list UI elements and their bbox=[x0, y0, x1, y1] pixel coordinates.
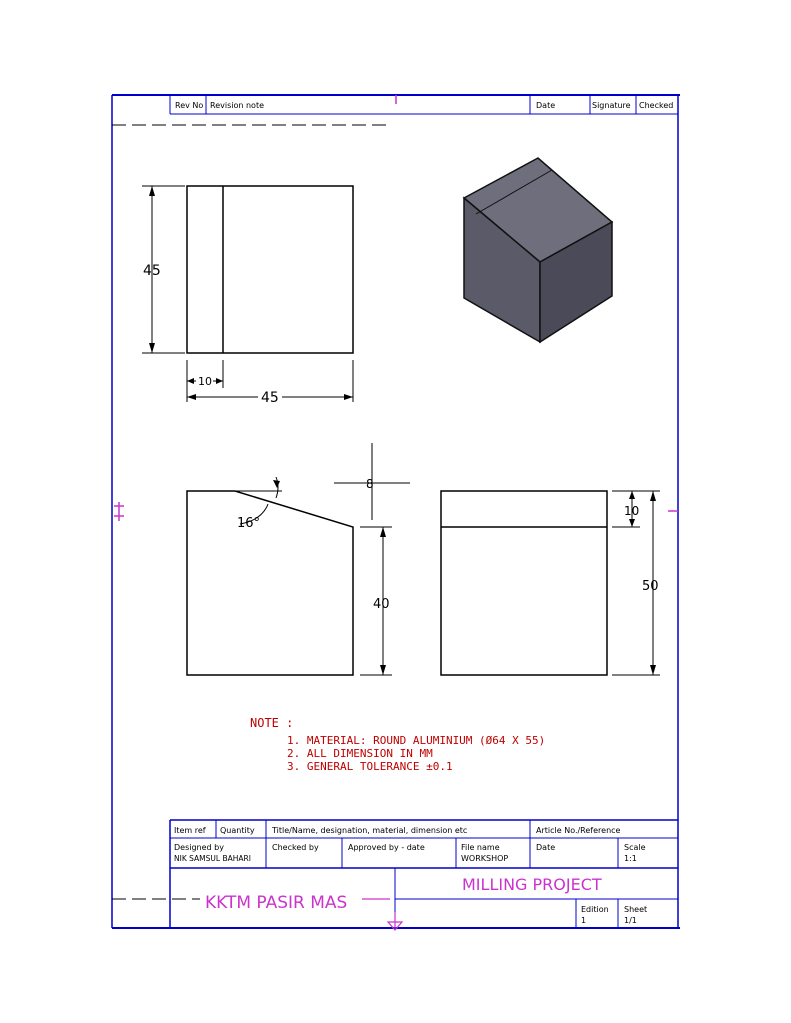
revision-note-label: Revision note bbox=[210, 101, 264, 110]
dim-front-angle: 16° bbox=[237, 516, 261, 531]
tb-project-title: MILLING PROJECT bbox=[462, 875, 602, 894]
notes bbox=[250, 716, 545, 773]
rev-date-label: Date bbox=[536, 101, 556, 110]
tb-institution: KKTM PASIR MAS bbox=[205, 893, 348, 913]
tb-title-desc: Title/Name, designation, material, dimension etc bbox=[272, 826, 468, 835]
tb-sheet-label: Sheet bbox=[624, 905, 648, 914]
tb-edition-value: 1 bbox=[581, 916, 587, 925]
tb-designed-by-label: Designed by bbox=[174, 843, 224, 852]
top-view bbox=[187, 186, 353, 353]
tb-article-no: Article No./Reference bbox=[536, 826, 621, 835]
rev-no-label: Rev No bbox=[175, 101, 204, 110]
rev-signature-label: Signature bbox=[592, 101, 631, 110]
top-view-dimensions bbox=[142, 186, 353, 402]
tb-file-name-label: File name bbox=[461, 843, 500, 852]
dim-side-height: 50 bbox=[642, 579, 659, 594]
front-view bbox=[187, 491, 353, 675]
front-view-dimensions bbox=[235, 443, 410, 675]
tb-item-ref: Item ref bbox=[174, 826, 206, 835]
revision-block bbox=[175, 101, 673, 110]
side-view bbox=[441, 491, 607, 675]
note-item-3: 3. GENERAL TOLERANCE ±0.1 bbox=[287, 760, 453, 773]
title-block-marks bbox=[362, 899, 402, 930]
tb-sheet-value: 1/1 bbox=[624, 916, 637, 925]
tb-date: Date bbox=[536, 843, 556, 852]
tb-scale-label: Scale bbox=[624, 843, 646, 852]
dim-front-height: 40 bbox=[373, 597, 390, 612]
tb-checked-by: Checked by bbox=[272, 843, 319, 852]
dim-top-step: 10 bbox=[198, 375, 212, 388]
isometric-view bbox=[464, 158, 612, 342]
dim-side-step: 10 bbox=[624, 504, 640, 518]
tb-quantity: Quantity bbox=[220, 826, 255, 835]
dash-marks bbox=[112, 125, 390, 899]
tb-approved-by: Approved by - date bbox=[348, 843, 425, 852]
dim-front-drop: 8 bbox=[366, 477, 374, 491]
dim-top-height: 45 bbox=[143, 263, 161, 279]
note-item-1: 1. MATERIAL: ROUND ALUMINIUM (Ø64 X 55) bbox=[287, 734, 546, 747]
tb-edition-label: Edition bbox=[581, 905, 609, 914]
note-title: NOTE : bbox=[250, 716, 294, 730]
note-item-2: 2. ALL DIMENSION IN MM bbox=[287, 747, 433, 760]
top-view-arrows bbox=[149, 186, 353, 400]
front-view-arrows bbox=[273, 480, 386, 675]
tb-designed-by-name: NIK SAMSUL BAHARI bbox=[174, 854, 251, 863]
dim-top-width: 45 bbox=[261, 390, 279, 406]
tb-scale-value: 1:1 bbox=[624, 854, 637, 863]
tb-file-name-value: WORKSHOP bbox=[461, 854, 509, 863]
rev-checked-label: Checked bbox=[639, 101, 674, 110]
